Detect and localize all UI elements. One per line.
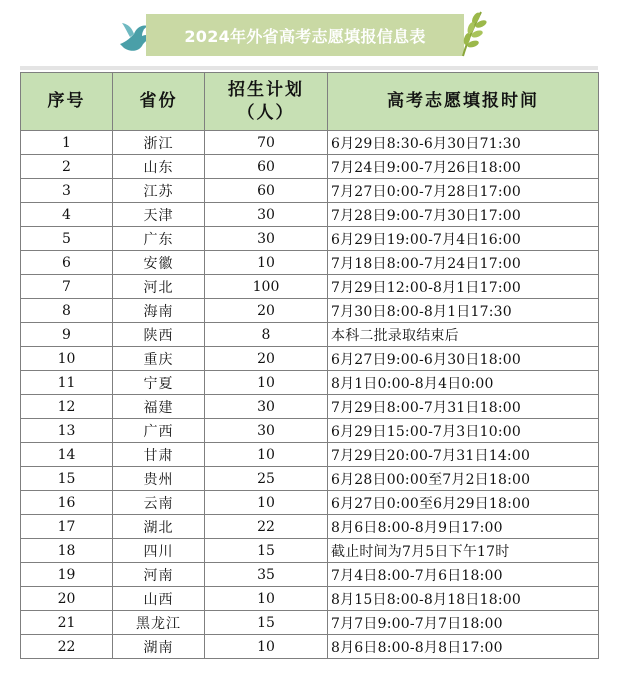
cell-time: 7月18日8:00-7月24日17:00 [328,251,599,275]
cell-province: 江苏 [113,179,205,203]
cell-quota: 20 [205,299,328,323]
cell-quota: 60 [205,155,328,179]
table-row [21,203,599,227]
cell-time: 7月7日9:00-7月7日18:00 [328,611,599,635]
cell-no: 15 [21,467,113,491]
cell-quota: 10 [205,491,328,515]
cell-province: 天津 [113,203,205,227]
cell-time: 7月24日9:00-7月26日18:00 [328,155,599,179]
cell-quota: 70 [205,131,328,155]
cell-quota: 22 [205,515,328,539]
header-no: 序号 [21,73,113,131]
header-province: 省份 [113,73,205,131]
cell-no: 20 [21,587,113,611]
cell-time: 8月1日0:00-8月4日0:00 [328,371,599,395]
header-time: 高考志愿填报时间 [328,73,599,131]
cell-time: 7月29日12:00-8月1日17:00 [328,275,599,299]
cell-province: 浙江 [113,131,205,155]
cell-no: 22 [21,635,113,659]
cell-time: 6月29日19:00-7月4日16:00 [328,227,599,251]
cell-time: 7月29日8:00-7月31日18:00 [328,395,599,419]
cell-no: 1 [21,131,113,155]
table-row [21,563,599,587]
cell-province: 山西 [113,587,205,611]
cell-no: 8 [21,299,113,323]
cell-no: 5 [21,227,113,251]
header-quota [205,73,328,131]
header-row [21,73,599,131]
cell-no: 11 [21,371,113,395]
cell-quota: 10 [205,635,328,659]
cell-quota: 15 [205,611,328,635]
cell-time: 6月27日0:00至6月29日18:00 [328,491,599,515]
table-row [21,635,599,659]
table-row [21,419,599,443]
cell-time: 6月29日8:30-6月30日71:30 [328,131,599,155]
cell-quota: 30 [205,227,328,251]
cell-quota: 30 [205,395,328,419]
cell-no: 2 [21,155,113,179]
cell-time: 7月28日9:00-7月30日17:00 [328,203,599,227]
cell-no: 7 [21,275,113,299]
header-quota-line1: 招生计划 [228,79,304,100]
cell-province: 广西 [113,419,205,443]
cell-quota: 30 [205,203,328,227]
cell-quota: 10 [205,443,328,467]
title-banner [146,14,464,56]
table-row [21,179,599,203]
cell-no: 9 [21,323,113,347]
cell-province: 河南 [113,563,205,587]
table-row [21,299,599,323]
cell-quota: 20 [205,347,328,371]
cell-province: 四川 [113,539,205,563]
cell-time: 7月29日20:00-7月31日14:00 [328,443,599,467]
table-row [21,611,599,635]
wheat-leaf-icon [455,8,487,58]
table-row [21,275,599,299]
cell-no: 21 [21,611,113,635]
cell-province: 贵州 [113,467,205,491]
cell-quota: 10 [205,371,328,395]
cell-no: 10 [21,347,113,371]
cell-quota: 100 [205,275,328,299]
table-row [21,347,599,371]
cell-quota: 8 [205,323,328,347]
cell-quota: 15 [205,539,328,563]
cell-province: 云南 [113,491,205,515]
table-row [21,395,599,419]
table-row [21,155,599,179]
cell-province: 湖北 [113,515,205,539]
cell-province: 广东 [113,227,205,251]
cell-time: 截止时间为7月5日下午17时 [328,539,599,563]
cell-province: 安徽 [113,251,205,275]
cell-quota: 35 [205,563,328,587]
table-row [21,227,599,251]
cell-no: 14 [21,443,113,467]
header-quota-line2: （人） [237,102,295,123]
info-table [20,72,599,659]
cell-province: 福建 [113,395,205,419]
table-row [21,251,599,275]
cell-province: 山东 [113,155,205,179]
cell-province: 湖南 [113,635,205,659]
table-row [21,131,599,155]
cell-province: 甘肃 [113,443,205,467]
table-row [21,539,599,563]
table-row [21,467,599,491]
cell-time: 7月27日0:00-7月28日17:00 [328,179,599,203]
cell-quota: 60 [205,179,328,203]
table-row [21,323,599,347]
cell-province: 海南 [113,299,205,323]
cell-time: 6月27日9:00-6月30日18:00 [328,347,599,371]
cell-time: 本科二批录取结束后 [328,323,599,347]
table-row [21,371,599,395]
cell-no: 3 [21,179,113,203]
cell-quota: 25 [205,467,328,491]
cell-province: 宁夏 [113,371,205,395]
table-row [21,587,599,611]
cell-quota: 10 [205,251,328,275]
cell-province: 重庆 [113,347,205,371]
cell-province: 黑龙江 [113,611,205,635]
cell-no: 19 [21,563,113,587]
cell-time: 8月6日8:00-8月8日17:00 [328,635,599,659]
page-title: 2024年外省高考志愿填报信息表 [184,26,426,46]
cell-no: 6 [21,251,113,275]
cell-no: 17 [21,515,113,539]
cell-province: 河北 [113,275,205,299]
cell-no: 16 [21,491,113,515]
cell-quota: 30 [205,419,328,443]
cell-time: 7月30日8:00-8月1日17:30 [328,299,599,323]
table-row [21,491,599,515]
cell-no: 12 [21,395,113,419]
cell-time: 8月6日8:00-8月9日17:00 [328,515,599,539]
table-body [21,131,599,659]
cell-no: 13 [21,419,113,443]
table-row [21,515,599,539]
table-top-border [20,66,598,70]
cell-time: 6月29日15:00-7月3日10:00 [328,419,599,443]
cell-no: 18 [21,539,113,563]
cell-time: 6月28日00:00至7月2日18:00 [328,467,599,491]
cell-time: 8月15日8:00-8月18日18:00 [328,587,599,611]
cell-quota: 10 [205,587,328,611]
table-row [21,443,599,467]
cell-province: 陕西 [113,323,205,347]
cell-time: 7月4日8:00-7月6日18:00 [328,563,599,587]
cell-no: 4 [21,203,113,227]
